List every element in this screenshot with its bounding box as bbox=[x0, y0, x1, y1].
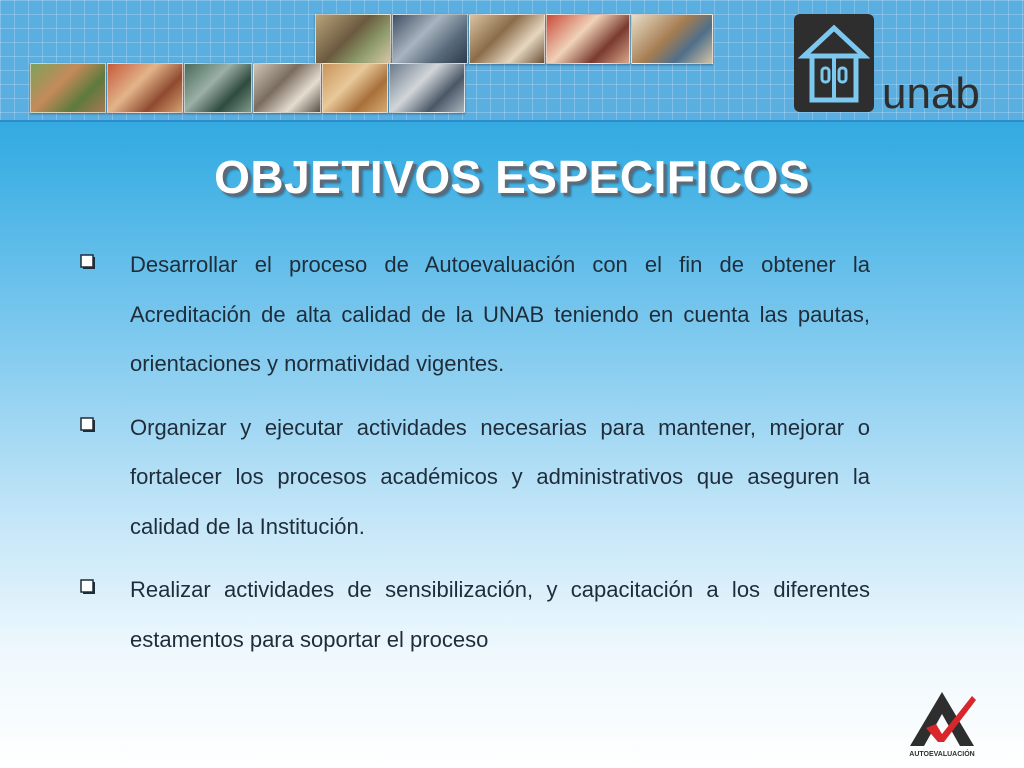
slide-title: OBJETIVOS ESPECIFICOS bbox=[214, 151, 810, 203]
checkbox-icon bbox=[80, 579, 96, 595]
campus-photo bbox=[322, 63, 388, 113]
checkbox-icon bbox=[80, 254, 96, 270]
campus-photo bbox=[389, 63, 465, 113]
campus-photo bbox=[469, 14, 545, 64]
checkbox-icon bbox=[80, 417, 96, 433]
bullet-text: Realizar actividades de sensibilización, y capacitación a los diferentes estamentos para soportar el proceso bbox=[130, 577, 870, 652]
campus-photo bbox=[184, 63, 252, 113]
bullet-list bbox=[78, 240, 870, 678]
list-item bbox=[78, 240, 870, 389]
list-item bbox=[78, 565, 870, 664]
campus-photo bbox=[546, 14, 630, 64]
unab-logo bbox=[792, 12, 992, 116]
campus-photo bbox=[107, 63, 183, 113]
list-item bbox=[78, 403, 870, 552]
campus-photo bbox=[392, 14, 468, 64]
campus-photo bbox=[30, 63, 106, 113]
campus-photo bbox=[253, 63, 321, 113]
autoevaluacion-logo bbox=[904, 688, 980, 760]
autoevaluacion-logo-text: AUTOEVALUACIÓN bbox=[909, 751, 975, 758]
unab-logo-text: unab bbox=[882, 69, 980, 116]
campus-photo bbox=[315, 14, 391, 64]
header-banner bbox=[0, 0, 1024, 122]
bullet-text: Organizar y ejecutar actividades necesarias para mantener, mejorar o fortalecer los procesos académicos y administrativos que aseguren la calidad de la Institución. bbox=[130, 414, 870, 539]
campus-photo bbox=[631, 14, 713, 64]
bullet-text: Desarrollar el proceso de Autoevaluación con el fin de obtener la Acreditación de alta calidad de la UNAB teniendo en cuenta las pautas, orientaciones y normatividad vigentes. bbox=[130, 252, 870, 376]
